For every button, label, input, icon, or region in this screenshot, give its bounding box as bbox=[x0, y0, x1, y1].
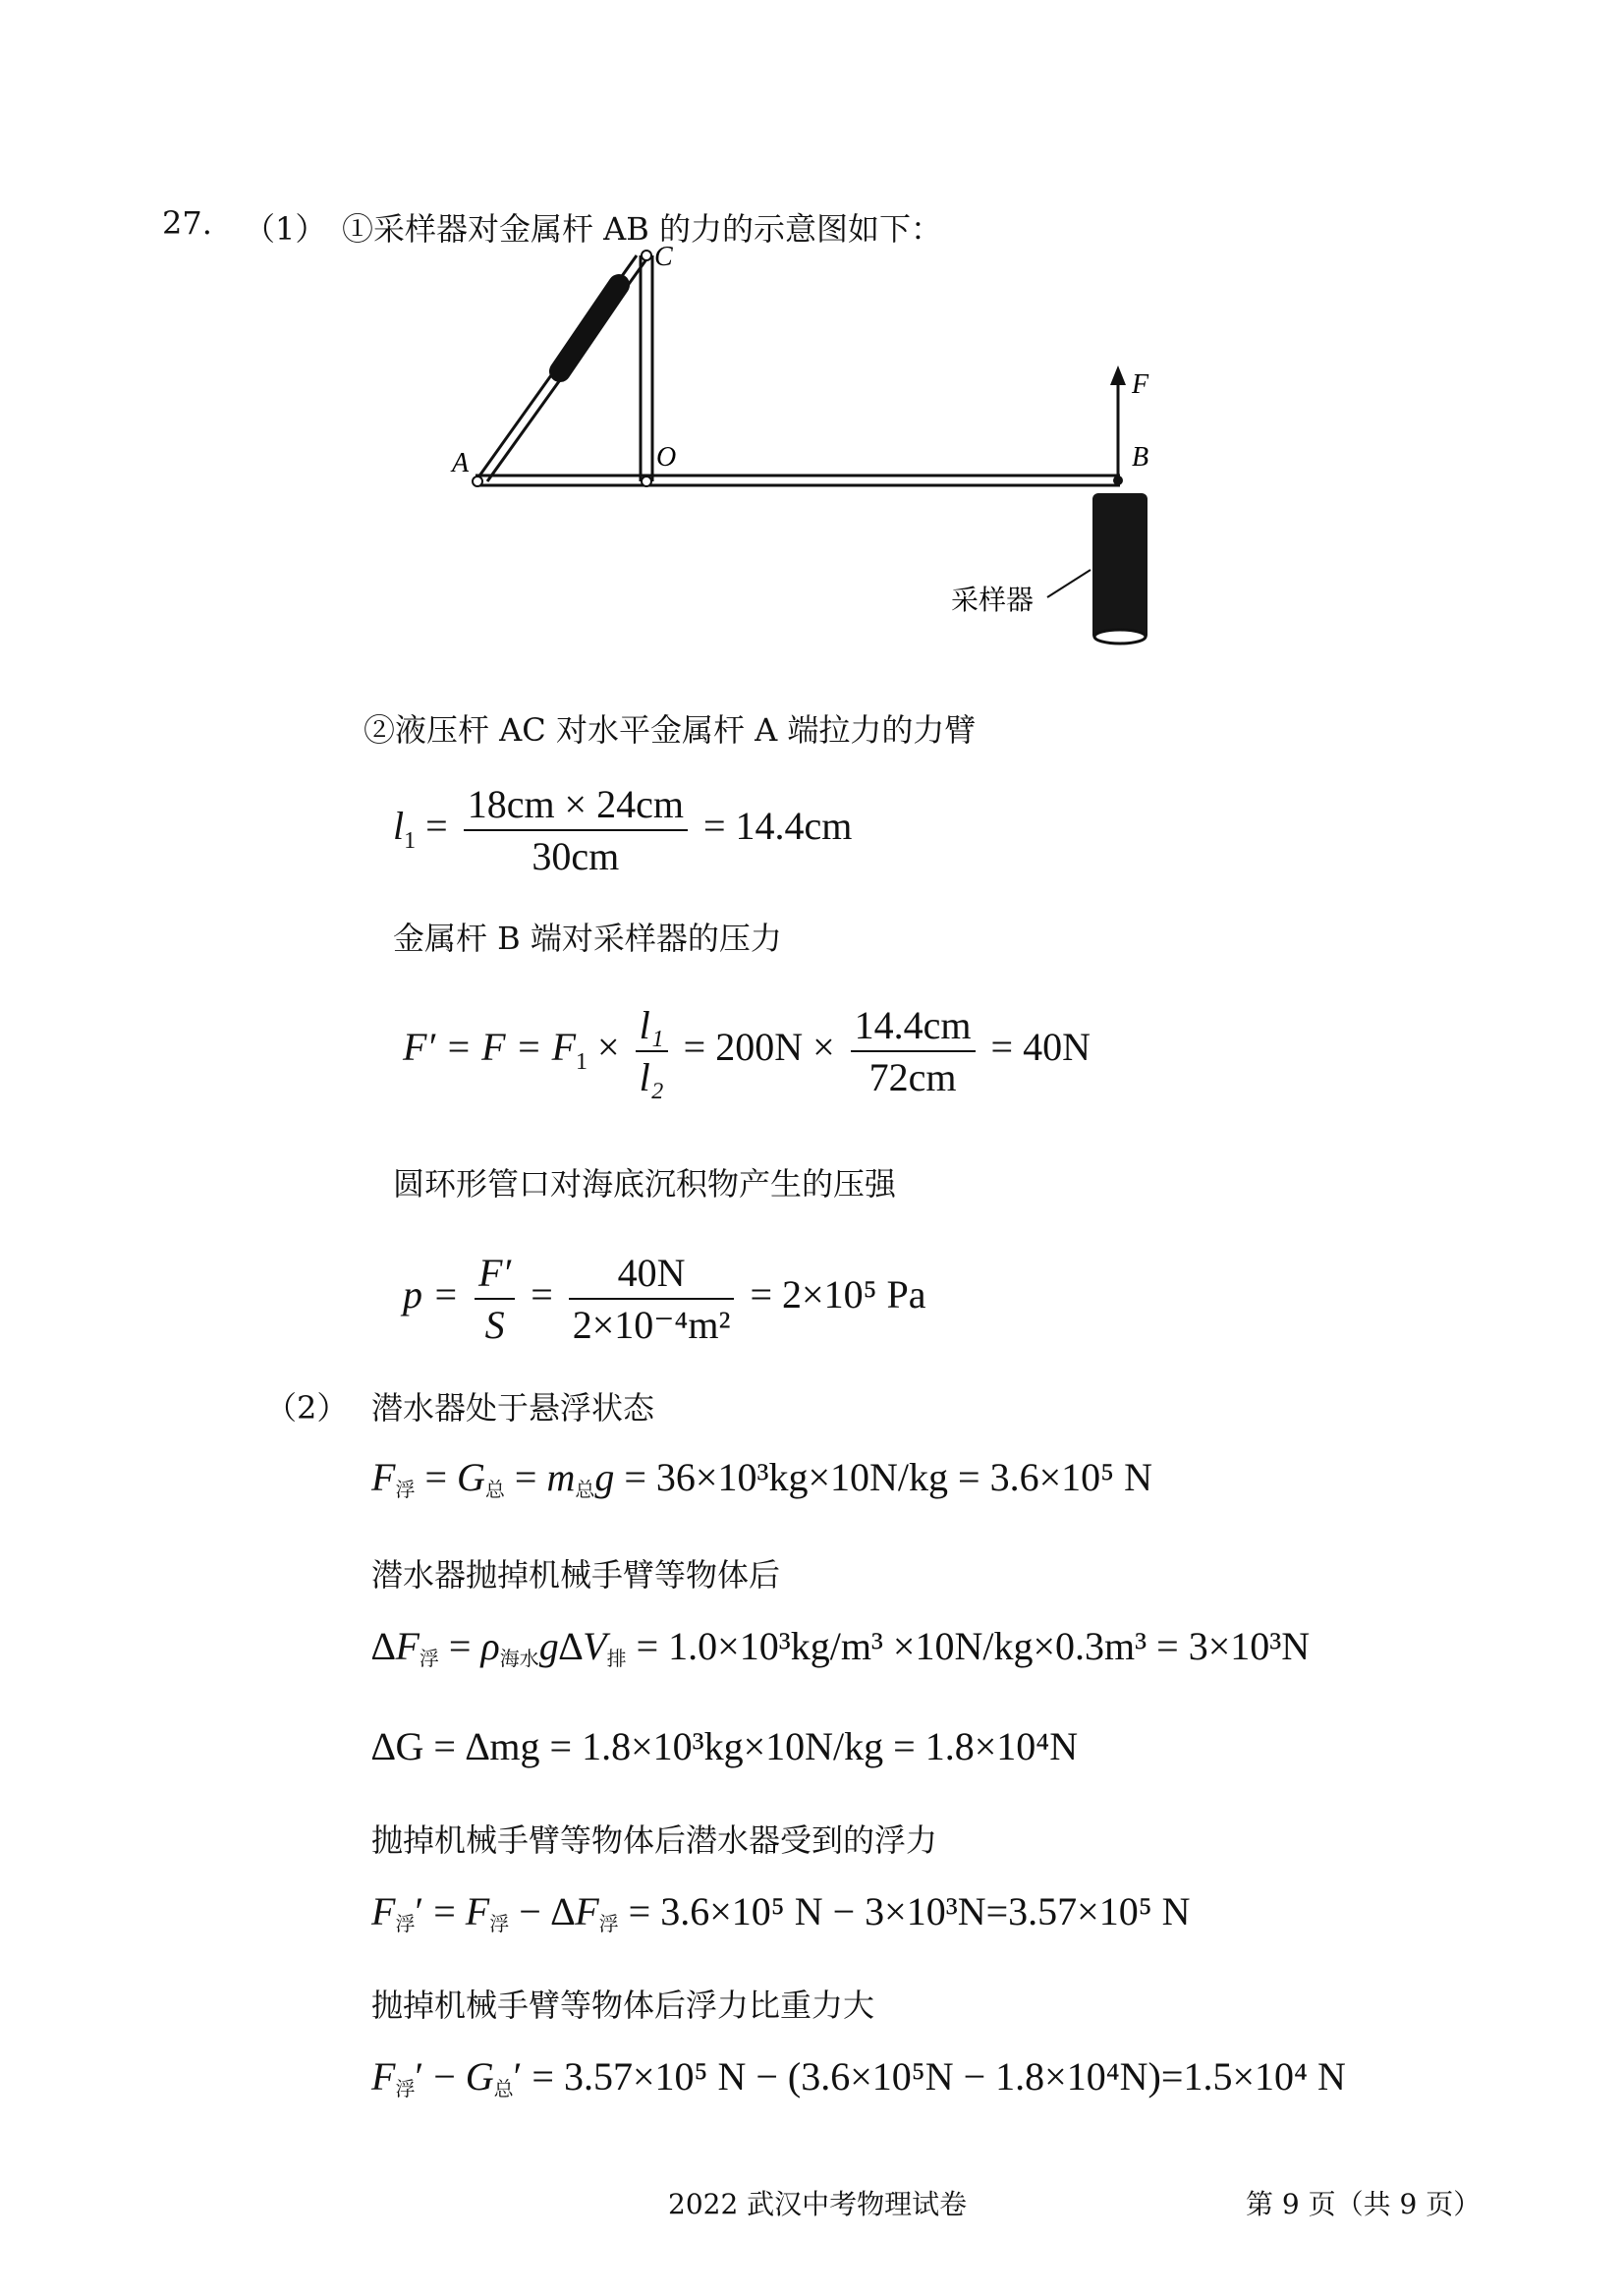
equation-b-force: $F' = F = F_1$ × $\frac{\text{l₁}}{\text{l₂}}$ = 200N × $\frac{14.4cm}{72cm}$ = 40N bbox=[403, 1003, 1091, 1099]
sampler-label: 采样器 bbox=[951, 584, 1035, 616]
equation-buoyancy-total: F浮 = G总 = m总g = 36×10³kg×10N/kg = 3.6×10⁵ N bbox=[371, 1455, 1152, 1501]
label-o: O bbox=[656, 442, 677, 473]
equation-pressure: p = $\frac{F'}{S}$ = $\frac{40N}{\text{2×10⁻⁴m²}}$ = 2×10⁵ Pa bbox=[403, 1251, 926, 1347]
equation-lever-arm: $l_1$ = $\frac{18cm \times 24cm}{30cm}$ = 14.4cm bbox=[393, 782, 853, 878]
pivot-o bbox=[642, 476, 651, 486]
text-bigger: 抛掉机械手臂等物体后浮力比重力大 bbox=[371, 1987, 875, 2024]
sampler-opening bbox=[1094, 630, 1146, 644]
hydraulic-cylinder bbox=[560, 285, 619, 371]
force-arrow-head bbox=[1110, 365, 1126, 385]
label-a: A bbox=[452, 448, 470, 478]
lever-force-diagram bbox=[432, 236, 1179, 668]
part-1-item-2-text: ②液压杆 AC 对水平金属杆 A 端拉力的力臂 bbox=[364, 711, 977, 749]
pivot-a bbox=[473, 476, 482, 486]
equation-net-force: F浮′ − G总′ = 3.57×10⁵ N − (3.6×10⁵N − 1.8×10⁴N)=1.5×10⁴ N bbox=[371, 2054, 1346, 2100]
text-throw: 潜水器抛掉机械手臂等物体后 bbox=[371, 1556, 781, 1594]
part-2-label: （2） bbox=[265, 1389, 349, 1427]
equation-delta-gravity: ∆G = ∆mg = 1.8×10³kg×10N/kg = 1.8×10⁴N bbox=[371, 1724, 1079, 1768]
label-c: C bbox=[654, 242, 673, 272]
equation-new-buoyancy: F浮′ = F浮 − ∆F浮 = 3.6×10⁵ N − 3×10³N=3.57×10⁵ N bbox=[371, 1889, 1191, 1935]
text-b-force: 金属杆 B 端对采样器的压力 bbox=[393, 920, 782, 957]
footer-title: 2022 武汉中考物理试卷 bbox=[668, 2188, 968, 2220]
equation-delta-buoyancy: ∆F浮 = ρ海水g∆V排 = 1.0×10³kg/m³ ×10N/kg×0.3m³ = 3×10³N bbox=[371, 1624, 1311, 1670]
part-1-label: （1） bbox=[244, 210, 327, 248]
sampler-cylinder bbox=[1092, 493, 1147, 641]
question-number: 27. bbox=[162, 204, 212, 242]
label-b: B bbox=[1132, 442, 1149, 473]
text-suspend: 潜水器处于悬浮状态 bbox=[371, 1389, 655, 1427]
footer-page-number: 第 9 页（共 9 页） bbox=[1246, 2188, 1482, 2220]
text-buoy: 抛掉机械手臂等物体后潜水器受到的浮力 bbox=[371, 1821, 938, 1859]
pivot-c bbox=[642, 251, 651, 260]
label-f: F bbox=[1132, 369, 1149, 400]
point-b bbox=[1113, 476, 1123, 485]
sampler-leader-line bbox=[1047, 570, 1091, 597]
part-1-item-1-text: ①采样器对金属杆 AB 的力的示意图如下： bbox=[342, 210, 942, 248]
text-pressure: 圆环形管口对海底沉积物产生的压强 bbox=[393, 1165, 897, 1203]
